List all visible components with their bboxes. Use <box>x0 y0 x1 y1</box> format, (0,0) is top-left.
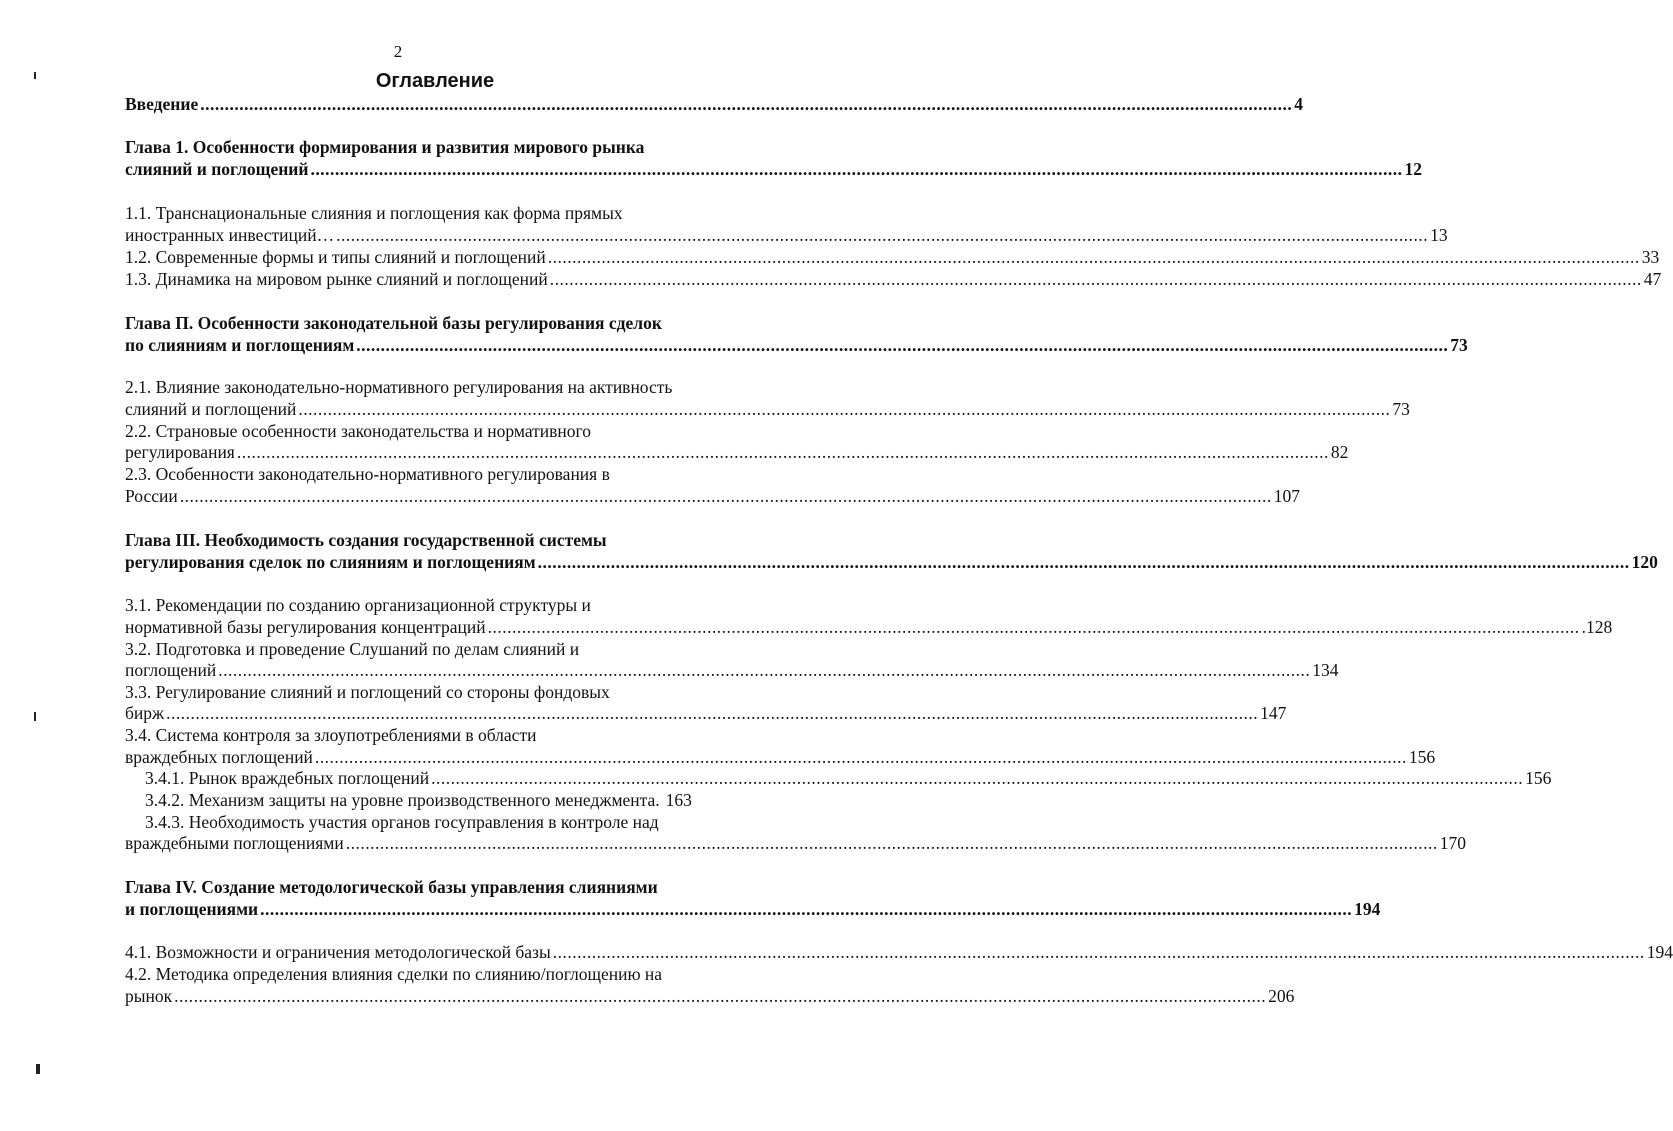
leader-dots <box>429 767 1525 789</box>
entry-page: 156 <box>1408 747 1436 767</box>
leader-dots <box>546 246 1642 268</box>
toc-entry-3-3-cont[interactable] <box>125 702 1287 724</box>
toc-entry-3-4-3-cont[interactable] <box>125 832 1466 854</box>
entry-label: нормативной базы регулирования концентраций <box>125 617 486 637</box>
leader-dots <box>486 616 1582 638</box>
entry-page: 82 <box>1330 442 1349 462</box>
entry-page: 194 <box>1354 899 1381 919</box>
entry-page: 12 <box>1404 159 1422 179</box>
toc-entry-2-3[interactable] <box>125 463 739 485</box>
entry-page: 147 <box>1260 703 1287 723</box>
toc-entry-2-1-cont[interactable] <box>125 398 1410 420</box>
toc-entry-2-1[interactable] <box>125 376 739 398</box>
entry-label: 3.4. Система контроля за злоупотреблениями в области <box>125 725 537 745</box>
leader-dots <box>313 746 1409 768</box>
entry-label: 2.3. Особенности законодательно-нормативного регулирования в <box>125 464 610 484</box>
entry-label: 1.3. Динамика на мировом рынке слияний и поглощений <box>125 269 548 289</box>
toc-entry-3-1[interactable] <box>125 594 739 616</box>
entry-label: враждебных поглощений <box>125 747 313 767</box>
entry-label: регулирования <box>125 442 235 462</box>
toc-entry-3-4-1[interactable] <box>125 767 1552 789</box>
entry-label: иностранных инвестиций… <box>125 225 335 245</box>
leader-dots <box>548 268 1644 290</box>
leader-dots <box>334 224 1430 246</box>
entry-page: 73 <box>1450 335 1468 355</box>
entry-label: 3.4.2. Механизм защиты на уровне производственного менеджмента. <box>145 790 660 810</box>
toc-entry-3-4-cont[interactable] <box>125 746 1436 768</box>
chapter-3-title-cont[interactable] <box>125 551 1658 573</box>
chapter-4-title[interactable] <box>125 876 739 898</box>
leader-dots <box>344 832 1440 854</box>
entry-page: 4 <box>1294 94 1303 114</box>
entry-page: 13 <box>1430 225 1448 245</box>
leader-dots <box>235 441 1331 463</box>
entry-label: слияний и поглощений <box>125 159 309 179</box>
toc-entry-3-1-cont[interactable] <box>125 616 1613 638</box>
chapter-2-title-cont[interactable] <box>125 334 1468 356</box>
entry-label: 2.1. Влияние законодательно-нормативного регулирования на активность <box>125 377 673 397</box>
entry-page: 120 <box>1631 552 1658 572</box>
entry-label: по слияниям и поглощениям <box>125 335 355 355</box>
entry-page: .128 <box>1581 617 1613 637</box>
entry-label: 3.2. Подготовка и проведение Слушаний по делам слияний и <box>125 639 580 659</box>
entry-label: 3.4.3. Необходимость участия органов госуправления в контроле над <box>145 812 659 832</box>
entry-label: Глава 1. Особенности формирования и развития мирового рынка <box>125 137 645 157</box>
entry-page: 33 <box>1641 247 1660 267</box>
chapter-1-title-cont[interactable] <box>125 158 1422 180</box>
chapter-4-title-cont[interactable] <box>125 898 1381 920</box>
entry-label: Глава IV. Создание методологической базы управления слияниями <box>125 877 658 897</box>
toc-entry-1-1-cont[interactable] <box>125 224 1448 246</box>
toc-entry-2-2-cont[interactable] <box>125 441 1349 463</box>
entry-page: 170 <box>1439 833 1466 853</box>
entry-label: 1.1. Транснациональные слияния и поглощения как форма прямых <box>125 203 623 223</box>
chapter-1-title[interactable] <box>125 136 739 158</box>
toc-entry-3-4-2[interactable] <box>125 789 739 811</box>
scan-mark <box>34 72 36 79</box>
toc-entry-intro[interactable] <box>125 93 1303 115</box>
leader-dots <box>258 898 1354 920</box>
toc-entry-3-2[interactable] <box>125 638 739 660</box>
entry-label: рынок <box>125 986 173 1006</box>
entry-label: 4.1. Возможности и ограничения методологической базы <box>125 942 551 962</box>
toc-entry-1-1[interactable] <box>125 202 739 224</box>
entry-label: Введение <box>125 94 199 114</box>
entry-label: и поглощениями <box>125 899 259 919</box>
page-number: 2 <box>393 42 403 61</box>
entry-page: 107 <box>1273 486 1300 506</box>
entry-label: враждебными поглощениями <box>125 833 344 853</box>
entry-page: 156 <box>1525 768 1552 788</box>
leader-dots <box>172 985 1268 1007</box>
toc-entry-4-1[interactable] <box>125 941 1673 963</box>
toc-entry-1-2[interactable] <box>125 246 1660 268</box>
entry-label: слияний и поглощений <box>125 399 297 419</box>
toc-entry-3-3[interactable] <box>125 681 739 703</box>
entry-label: 2.2. Страновые особенности законодательства и нормативного <box>125 421 592 441</box>
entry-label: 1.2. Современные формы и типы слияний и поглощений <box>125 247 546 267</box>
leader-dots <box>164 702 1260 724</box>
leader-dots <box>354 334 1450 356</box>
entry-page: 163 <box>665 790 692 810</box>
leader-dots <box>296 398 1392 420</box>
chapter-3-title[interactable] <box>125 529 739 551</box>
toc-entry-2-3-cont[interactable] <box>125 485 1300 507</box>
entry-label: России <box>125 486 178 506</box>
toc-entry-3-2-cont[interactable] <box>125 659 1339 681</box>
entry-page: 73 <box>1392 399 1410 419</box>
entry-label: 4.2. Методика определения влияния сделки по слиянию/поглощению на <box>125 964 663 984</box>
toc-title: Оглавление <box>375 70 495 92</box>
toc-entry-4-2-cont[interactable] <box>125 985 1295 1007</box>
entry-page: 206 <box>1268 986 1295 1006</box>
leader-dots <box>216 659 1312 681</box>
toc-entry-4-2[interactable] <box>125 963 739 985</box>
entry-page: 47 <box>1643 269 1662 289</box>
toc-entry-3-4[interactable] <box>125 724 739 746</box>
toc-entry-2-2[interactable] <box>125 420 739 442</box>
scan-mark <box>34 712 36 721</box>
entry-label: регулирования сделок по слияниям и поглощениям <box>125 552 536 572</box>
scan-mark <box>36 1064 40 1074</box>
leader-dots <box>551 941 1647 963</box>
entry-label: Глава П. Особенности законодательной базы регулирования сделок <box>125 313 662 333</box>
entry-label: 3.3. Регулирование слияний и поглощений со стороны фондовых <box>125 682 610 702</box>
toc-entry-1-3[interactable] <box>125 268 1662 290</box>
entry-label: бирж <box>125 703 165 723</box>
entry-label: Глава III. Необходимость создания государственной системы <box>125 530 607 550</box>
entry-page: 194 <box>1646 942 1673 962</box>
leader-dots <box>198 93 1294 115</box>
chapter-2-title[interactable] <box>125 312 739 334</box>
entry-label: 3.4.1. Рынок враждебных поглощений <box>145 768 430 788</box>
entry-label: 3.1. Рекомендации по созданию организационной структуры и <box>125 595 591 615</box>
entry-label: поглощений <box>125 660 217 680</box>
leader-dots <box>536 551 1632 573</box>
entry-page: 134 <box>1312 660 1339 680</box>
leader-dots <box>308 158 1404 180</box>
toc-entry-3-4-3[interactable] <box>125 811 739 833</box>
leader-dots <box>178 485 1274 507</box>
